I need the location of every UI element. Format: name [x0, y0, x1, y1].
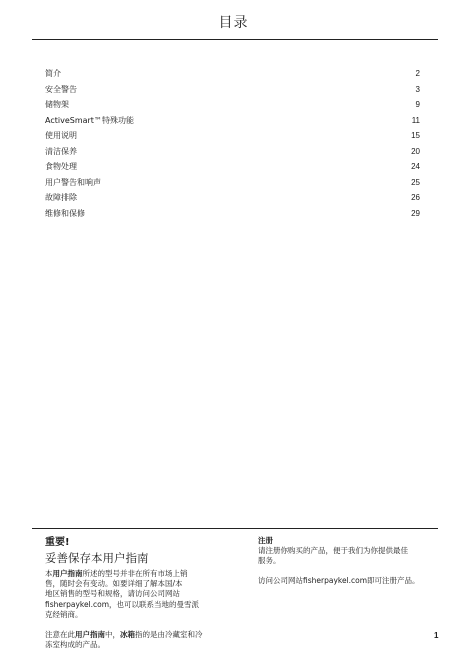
toc-item[interactable] — [45, 113, 420, 129]
registration-notice — [258, 536, 443, 587]
toc-item-page: 26 — [411, 193, 420, 202]
toc-item-label: 清洁保养 — [45, 146, 77, 156]
spacer — [45, 620, 235, 630]
toc-item-label: 安全警告 — [45, 84, 77, 94]
toc-item-page: 25 — [411, 177, 420, 187]
toc-item-page: 15 — [411, 131, 420, 140]
toc-item-label: 故障排除 — [45, 193, 77, 202]
toc-item[interactable] — [45, 190, 420, 206]
toc-item-page: 11 — [411, 115, 420, 125]
toc-item[interactable] — [45, 206, 420, 222]
page-title: 目录 — [218, 15, 249, 31]
toc-item-page: 9 — [415, 100, 420, 109]
toc-item-page: 20 — [411, 146, 420, 156]
toc-item[interactable] — [45, 97, 420, 113]
keep-guide-heading: 妥善保存本用户指南 — [45, 551, 149, 565]
text-fragment: 中， — [105, 630, 120, 640]
toc-item-page: 24 — [411, 162, 420, 171]
registration-website-paragraph: 访问公司网站fisherpaykel.com即可注册产品。 — [258, 576, 420, 586]
important-notice — [45, 536, 235, 650]
bold-term: 冰箱 — [120, 630, 135, 640]
table-of-contents — [45, 66, 420, 221]
toc-item[interactable] — [45, 82, 420, 98]
toc-item-label: ActiveSmart™特殊功能 — [45, 115, 134, 125]
toc-item-page: 2 — [415, 69, 420, 78]
toc-item-label: 使用说明 — [45, 131, 77, 140]
text-fragment: 售，随时会有变动。如要详细了解本国/本 — [45, 579, 183, 589]
text-fragment: 本 — [45, 569, 53, 578]
text-fragment: fisherpaykel.com，也可以联系当地的曼雪派 — [45, 599, 200, 609]
text-fragment: 请注册你购买的产品，便于我们为你提供最佳 — [258, 546, 408, 555]
toc-item[interactable] — [45, 159, 420, 175]
text-fragment: 注意在此 — [45, 630, 75, 640]
bold-term: 用户指南 — [52, 569, 83, 578]
toc-item-page: 29 — [411, 208, 420, 218]
text-fragment: 服务。 — [258, 556, 281, 566]
text-fragment: 指的是由冷藏室和冷 — [135, 630, 203, 640]
toc-item-page: 3 — [415, 84, 420, 94]
text-fragment: 克经销商。 — [45, 609, 83, 619]
note-paragraph — [45, 630, 235, 650]
registration-paragraph — [258, 546, 443, 566]
page-number: 1 — [434, 631, 439, 640]
toc-item[interactable] — [45, 128, 420, 144]
bottom-divider — [32, 528, 438, 529]
toc-item-label: 简介 — [45, 69, 61, 78]
toc-item[interactable] — [45, 175, 420, 191]
toc-item-label: 储物架 — [45, 100, 69, 109]
text-fragment: 地区销售的型号和规格，请访问公司网站 — [45, 589, 180, 599]
spacer — [258, 566, 443, 576]
top-divider — [32, 39, 438, 40]
text-fragment: 冻室构成的产品。 — [45, 640, 105, 650]
toc-item-label: 用户警告和响声 — [45, 177, 101, 187]
important-heading: 重要! — [45, 537, 70, 548]
toc-item[interactable] — [45, 66, 420, 82]
toc-item-label: 食物处理 — [45, 162, 77, 171]
registration-heading: 注册 — [258, 536, 273, 545]
toc-item[interactable] — [45, 144, 420, 160]
availability-paragraph — [45, 569, 235, 620]
bold-term: 用户指南 — [75, 630, 105, 640]
toc-item-label: 维修和保修 — [45, 208, 85, 218]
text-fragment: 所述的型号并非在所有市场上销 — [82, 569, 188, 578]
